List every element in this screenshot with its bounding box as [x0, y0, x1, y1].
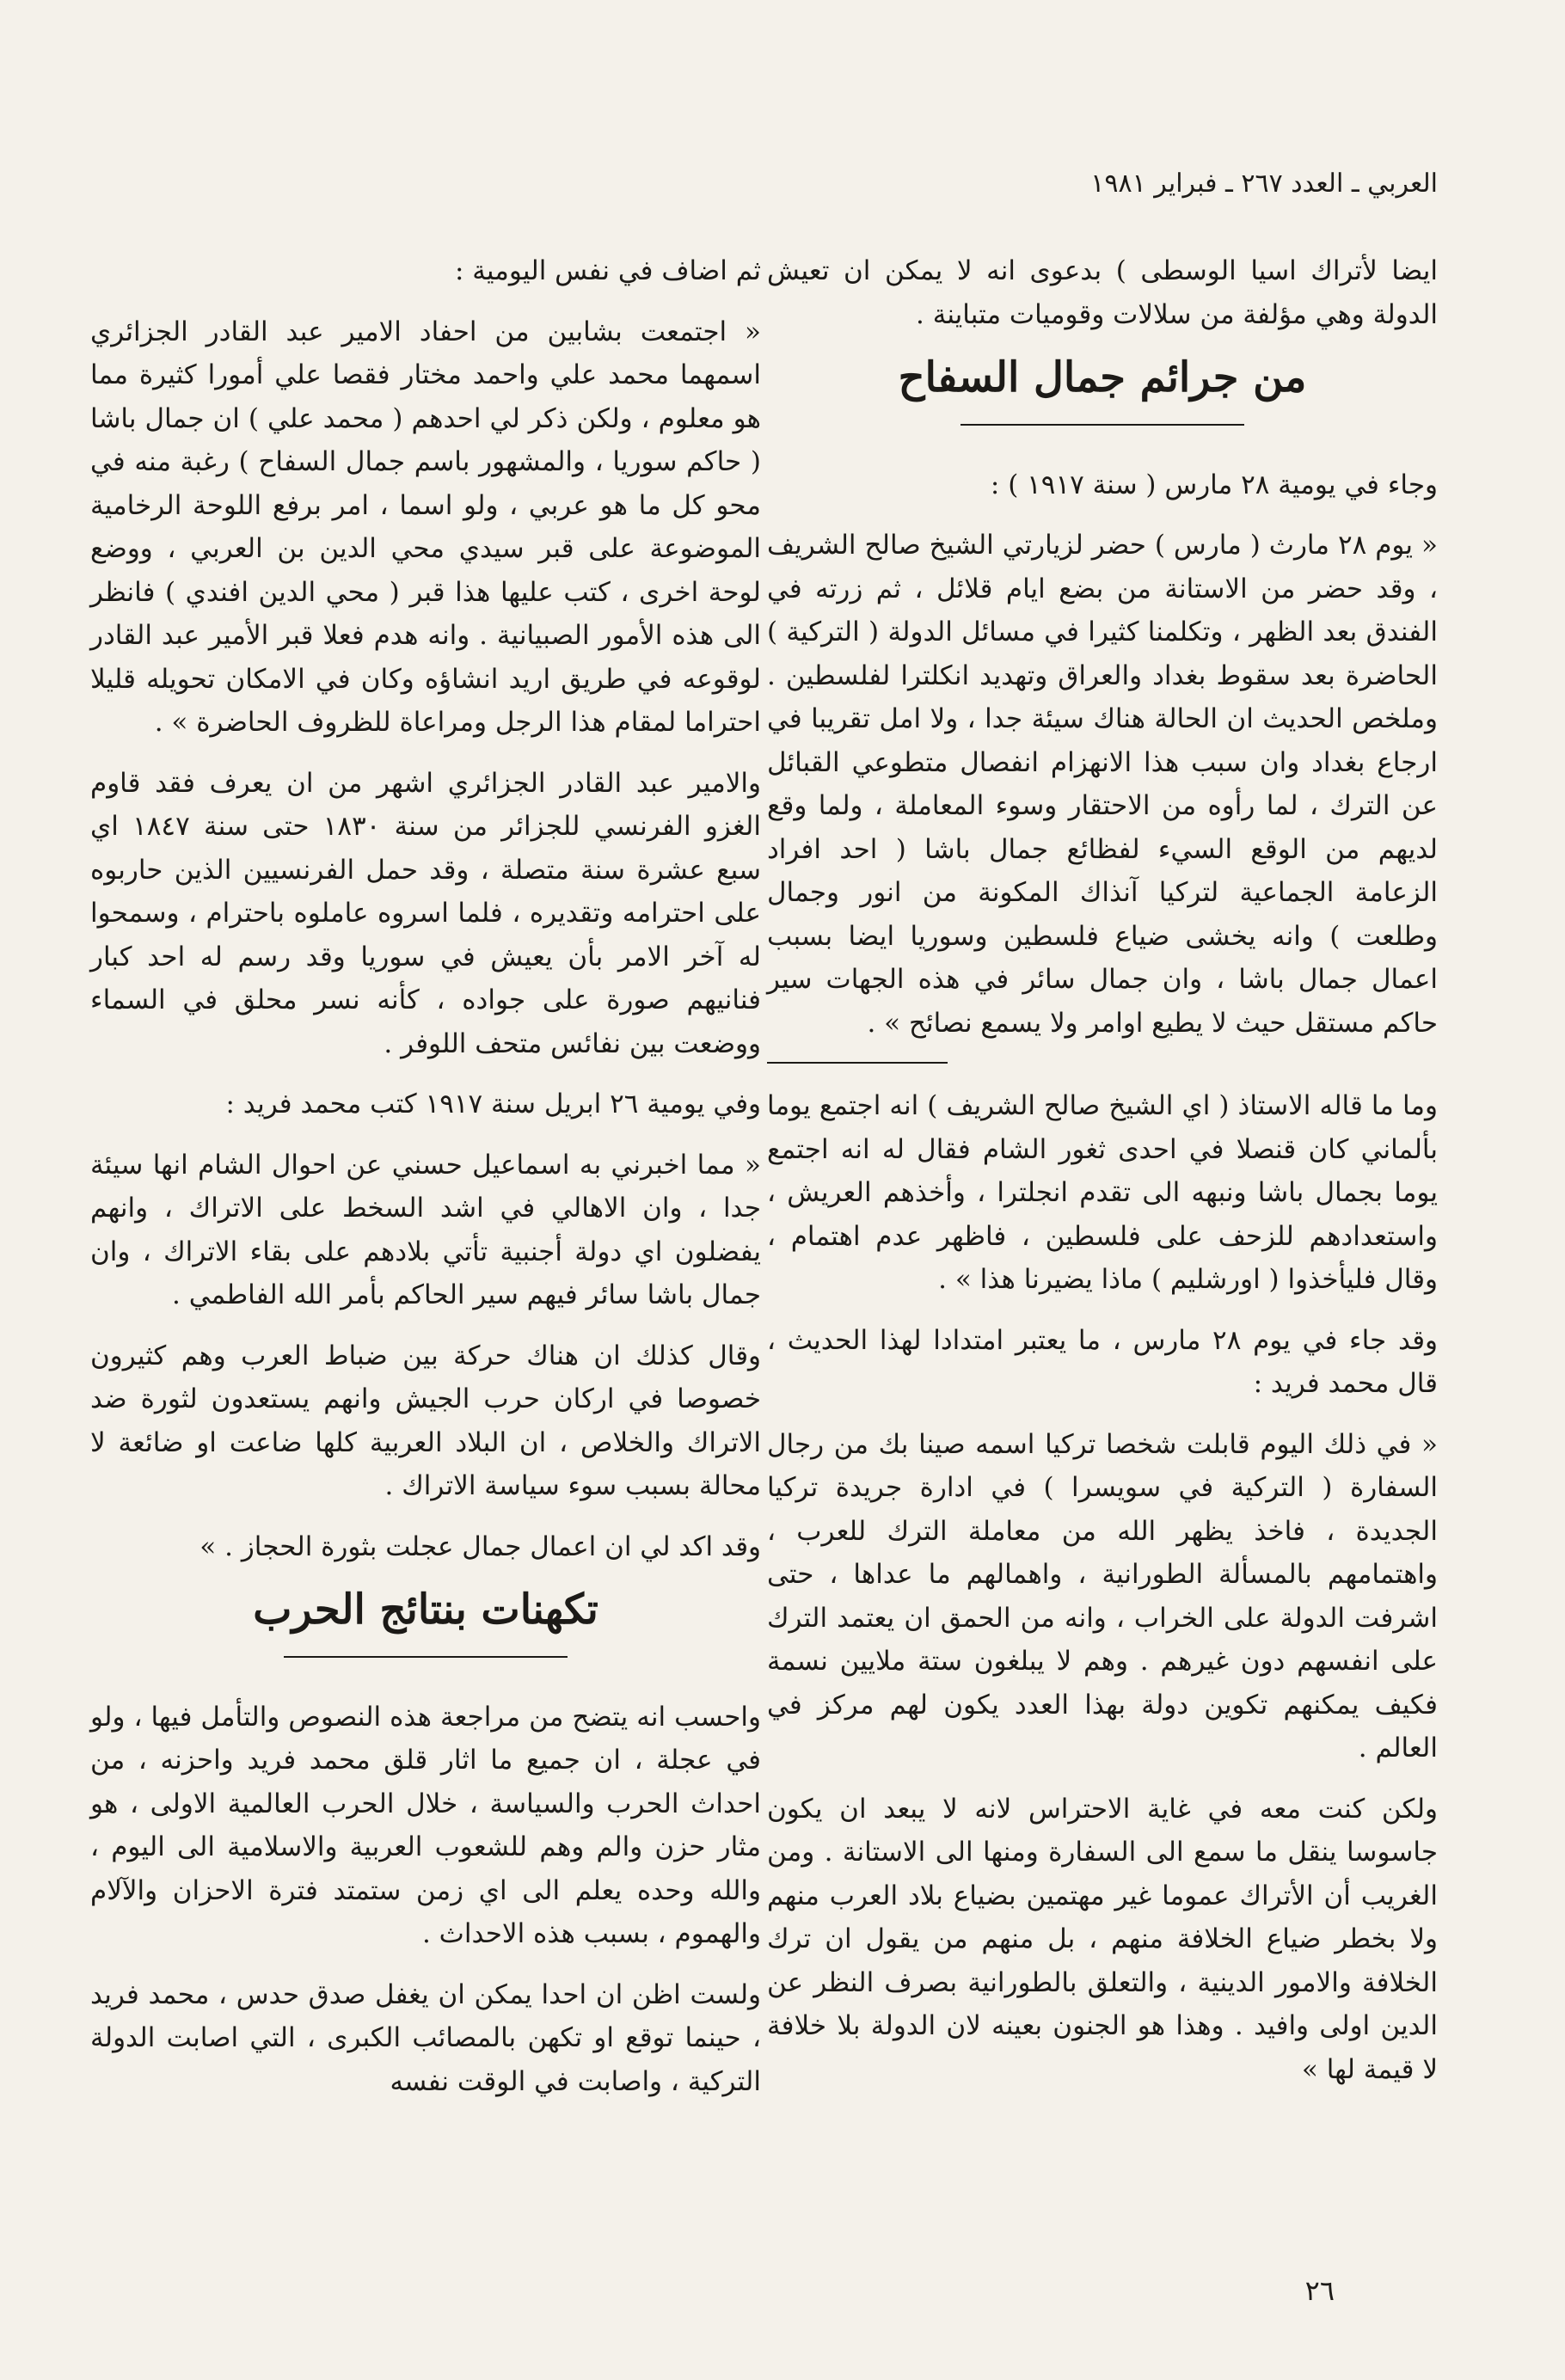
paragraph: وقد جاء في يوم ٢٨ مارس ، ما يعتبر امتدادا لهذا الحديث ، قال محمد فريد : [767, 1324, 1439, 1400]
divider [767, 1062, 948, 1064]
paragraph: وما ما قاله الاستاذ ( اي الشيخ صالح الشريف ) انه اجتمع يوما بألماني كان قنصلا في احدى ثغور الشام فقال له انه اجتمع يوما بجمال باشا ونبهه الى تقدم انجلترا ، وأخذهم العريش ، واستعدادهم للزحف على فلسطين ، فاظهر عدم اهتمام ، وقال فليأخذوا ( اورشليم ) ماذا يضيرنا هذا » . [767, 1090, 1438, 1296]
paragraph: « مما اخبرني به اسماعيل حسني عن احوال الشام انها سيئة جدا ، وان الاهالي في اشد السخط على الاتراك ، وانهم يفضلون اي دولة أجنبية تأتي بلادهم على بقاء الاتراك ، وان جمال باشا سائر فيهم سير الحاكم بأمر الله الفاطمي . [90, 1149, 761, 1310]
intro-paragraph: ايضا لأتراك اسيا الوسطى ) بدعوى انه لا يمكن ان تعيش الدولة وهي مؤلفة من سلالات وقوميات متباينة . [767, 255, 1438, 330]
running-header: العربي ـ العدد ٢٦٧ ـ فبراير ١٩٨١ [1090, 169, 1438, 199]
paragraph: ولست اظن ان احدا يمكن ان يغفل صدق حدس ، محمد فريد ، حينما توقع او تكهن بالمصائب الكبرى ، التي اصابت الدولة التركية ، واصابت في الوقت نفسه [90, 1978, 761, 2097]
right-column [767, 249, 1438, 2108]
page-number: ٢٦ [1304, 2274, 1335, 2307]
paragraph: وقال كذلك ان هناك حركة بين ضباط العرب وهم كثيرون خصوصا في اركان حرب الجيش وانهم يستعدون لثورة ضد الاتراك والخلاص ، ان البلاد العربية كلها ضاعت او ضائعة لا محالة بسبب سوء سياسة الاتراك . [90, 1340, 761, 1501]
paragraph: « اجتمعت بشابين من احفاد الامير عبد القادر الجزائري اسمهما محمد علي واحمد مختار فقصا علي أمورا كثيرة مما هو معلوم ، ولكن ذكر لي احدهم ( محمد علي ) ان جمال باشا ( حاكم سوريا ، والمشهور باسم جمال السفاح ) رغبة منه في محو كل ما هو عربي ، ولو اسما ، امر برفع اللوحة الرخامية الموضوعة على قبر سيدي محي الدين بن العربي ، ووضع لوحة اخرى ، كتب عليها هذا قبر ( محي الدين افندي ) فانظر الى هذه الأمور الصبيانية . وانه هدم فعلا قبر الأمير عبد القادر لوقوعه في طريق اريد انشاؤه وكان في الامكان تحويله قليلا احتراما لمقام هذا الرجل ومراعاة للظروف الحاضرة » . [90, 316, 762, 738]
paragraph: « في ذلك اليوم قابلت شخصا تركيا اسمه صينا بك من رجال السفارة ( التركية في سويسرا ) في ادارة جريدة تركيا الجديدة ، فاخذ يظهر الله من معاملة الترك للعرب ، واهتمامهم بالمسألة الطورانية ، واهمالهم ما عداها ، حتى اشرفت الدولة على الخراب ، وانه من الحمق ان يعتمد الترك على انفسهم دون غيرهم . وهم لا يبلغون ستة ملايين نسمة فكيف يمكنهم تكوين دولة بهذا العدد يكون لهم مركز في العالم . [767, 1428, 1438, 1764]
paragraph: وفي يومية ٢٦ ابريل سنة ١٩١٧ كتب محمد فريد : [225, 1089, 761, 1119]
paragraph: « يوم ٢٨ مارث ( مارس ) حضر لزيارتي الشيخ صالح الشريف ، وقد حضر من الاستانة من بضع ايام قلائل ، ثم زرته في الفندق بعد الظهر ، وتكلمنا كثيرا في مسائل الدولة ( التركية ) الحاضرة بعد سقوط بغداد والعراق وتهديد انكلترا لفلسطين . وملخص الحديث ان الحالة هناك سيئة جدا ، ولا امل تقريبا في ارجاع بغداد وان سبب هذا الانهزام انفصال متطوعي القبائل عن الترك ، لما رأوه من الاحتقار وسوء المعاملة ، ولما وقع لديهم من الوقع السيء لفظائع جمال باشا ( احد افراد الزعامة الجماعية لتركيا آنذاك المكونة من انور وجمال وطلعت ) وانه يخشى ضياع فلسطين وسوريا ايضا بسبب اعمال جمال باشا ، وان جمال سائر في هذه الجهات سير حاكم مستقل حيث لا يطيع اوامر ولا يسمع نصائح » . [767, 530, 1438, 1039]
paragraph: والامير عبد القادر الجزائري اشهر من ان يعرف فقد قاوم الغزو الفرنسي للجزائر من سنة ١٨٣٠ حتى سنة ١٨٤٧ اي سبع عشرة سنة متصلة ، وقد حمل الفرنسيين الذين حاربوه على احترامه وتقديره ، فلما اسروه عاملوه باحترام ، وسمحوا له آخر الامر بأن يعيش في سوريا وقد رسم له احد كبار فنانيهم صورة على جواده ، كأنه نسر محلق في السماء ووضعت بين نفائس متحف اللوفر . [90, 767, 761, 1059]
paragraph: وجاء في يومية ٢٨ مارس ( سنة ١٩١٧ ) : [990, 469, 1438, 500]
paragraph: واحسب انه يتضح من مراجعة هذه النصوص والتأمل فيها ، ولو في عجلة ، ان جميع ما اثار قلق محمد فريد واحزنه ، من احداث الحرب والسياسة ، خلال الحرب العالمية الاولى ، هو مثار حزن والم وهم للشعوب العربية والاسلامية الى اليوم ، والله وحده يعلم الى اي زمن ستمتد فترة الاحزان والآلام والهموم ، بسبب هذه الاحداث . [90, 1701, 761, 1950]
paragraph: ثم اضاف في نفس اليومية : [455, 255, 761, 286]
paragraph: وقد اكد لي ان اعمال جمال عجلت بثورة الحجاز . » [199, 1530, 761, 1562]
paragraph: ولكن كنت معه في غاية الاحتراس لانه لا يبعد ان يكون جاسوسا ينقل ما سمع الى السفارة ومنها الى الاستانة . ومن الغريب أن الأتراك عموما غير مهتمين بضياع بلاد العرب منهم ولا بخطر ضياع الخلافة منهم ، بل منهم من يقول ان ترك الخلافة والامور الدينية ، والتعلق بالطورانية بصرف النظر عن الدين اولى وافيد . وهذا هو الجنون بعينه لان الدولة بلا خلافة لا قيمة لها » [767, 1793, 1438, 2085]
left-column [90, 249, 761, 2120]
section-heading-jamal: من جرائم جمال السفاح [767, 353, 1438, 403]
section-heading-war: تكهنات بنتائج الحرب [90, 1586, 761, 1635]
